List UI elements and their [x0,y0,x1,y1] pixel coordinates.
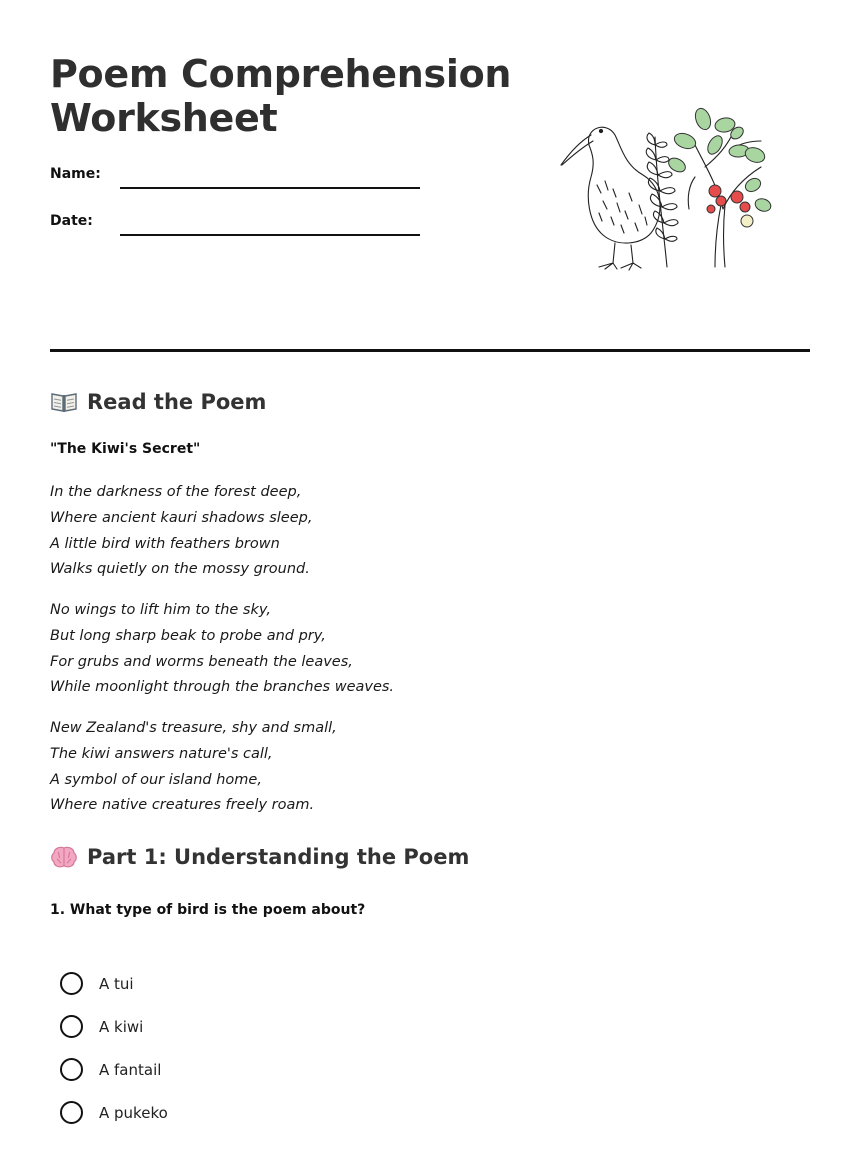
radio-button[interactable] [60,972,83,995]
kiwi-feet [599,263,641,270]
poem-line: But long sharp beak to probe and pry, [50,627,326,644]
brain-icon [50,845,78,869]
poem-line: A symbol of our island home, [50,771,262,788]
poem-line: No wings to lift him to the sky, [50,602,271,618]
option-label: A kiwi [99,1017,144,1036]
option-label: A fantail [99,1060,162,1079]
poem-stanza-2 [50,598,394,701]
part1-heading [50,845,469,869]
poem-line: For grubs and worms beneath the leaves, [50,653,353,670]
poem-line: In the darkness of the forest deep, [50,484,302,500]
question-1: 1. What type of bird is the poem about? [50,902,366,918]
date-field[interactable] [120,234,420,236]
page-title [50,52,511,140]
option-a-pukeko[interactable] [60,1091,168,1134]
poem-line: Walks quietly on the mossy ground. [50,561,310,578]
kiwi-beak [561,135,591,165]
date-label: Date: [50,213,93,229]
poem-line: Where ancient kauri shadows sleep, [50,509,313,526]
poem-line: Where native creatures freely roam. [50,797,315,814]
section-divider [50,349,810,352]
name-label: Name: [50,166,101,182]
title-line-1: Poem Comprehension [50,52,512,96]
tree-trunk [715,205,725,267]
read-poem-heading-text: Read the Poem [87,390,267,414]
option-label: A tui [99,974,134,993]
read-poem-heading [50,390,266,414]
radio-button[interactable] [60,1058,83,1081]
name-field[interactable] [120,187,420,189]
option-a-tui[interactable] [60,962,168,1005]
option-a-fantail[interactable] [60,1048,168,1091]
poem-line: New Zealand's treasure, shy and small, [50,720,337,736]
option-label: A pukeko [99,1103,168,1122]
option-a-kiwi[interactable] [60,1005,168,1048]
part1-heading-text: Part 1: Understanding the Poem [87,845,470,869]
question-1-options [60,962,168,1134]
open-book-icon [50,390,78,414]
title-line-2: Worksheet [50,96,278,140]
poem-stanza-1 [50,480,312,583]
poem-stanza-3 [50,716,337,819]
poem-line: The kiwi answers nature's call, [50,745,273,762]
radio-button[interactable] [60,1015,83,1038]
kiwi-bird-and-plants-illustration [555,105,780,275]
poem-line: A little bird with feathers brown [50,535,280,552]
poem-line: While moonlight through the branches weaves. [50,679,395,696]
poem-title: "The Kiwi's Secret" [50,441,201,457]
radio-button[interactable] [60,1101,83,1124]
